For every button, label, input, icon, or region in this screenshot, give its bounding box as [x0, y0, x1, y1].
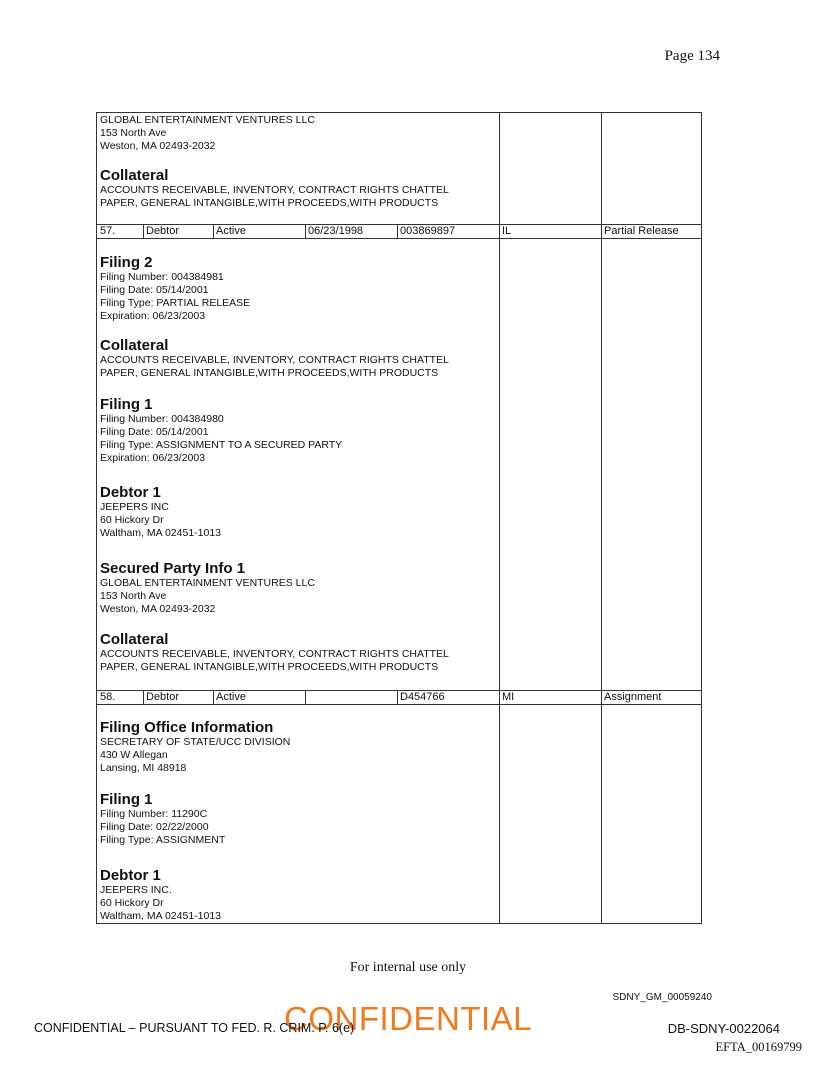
section-heading: Debtor 1	[100, 484, 161, 501]
text-line: Filing Number: 11290C	[100, 808, 208, 820]
collateral-block	[100, 631, 500, 674]
row-date: 06/23/1998	[308, 225, 364, 237]
section-heading: Collateral	[100, 337, 169, 354]
text-line: Waltham, MA 02451-1013	[100, 527, 222, 539]
filing-office-block	[100, 719, 500, 775]
section-heading: Debtor 1	[100, 867, 161, 884]
text-line: ACCOUNTS RECEIVABLE, INVENTORY, CONTRACT RIGHTS CHATTEL	[100, 648, 449, 660]
section-heading: Filing 1	[100, 396, 153, 413]
row-state: MI	[502, 691, 515, 703]
section-heading: Filing 2	[100, 254, 153, 271]
text-line: 153 North Ave	[100, 127, 167, 139]
collateral-block	[100, 337, 500, 380]
text-line: PAPER, GENERAL INTANGIBLE,WITH PROCEEDS,WITH PRODUCTS	[100, 197, 439, 209]
text-line: ACCOUNTS RECEIVABLE, INVENTORY, CONTRACT RIGHTS CHATTEL	[100, 184, 449, 196]
page-number: Page 134	[664, 48, 720, 64]
text-line: SECRETARY OF STATE/UCC DIVISION	[100, 736, 291, 748]
text-line: JEEPERS INC.	[100, 884, 172, 896]
row-border	[97, 704, 701, 705]
confidentiality-notice: CONFIDENTIAL – PURSUANT TO FED. R. CRIM. P. 6(e)	[34, 1021, 355, 1035]
text-line: Filing Date: 02/22/2000	[100, 821, 209, 833]
filing-2-block	[100, 254, 500, 323]
filings-table	[96, 112, 702, 924]
debtor-1-block	[100, 484, 500, 540]
debtor-1-block	[100, 867, 500, 923]
row-role: Debtor	[146, 691, 180, 703]
text-line: Filing Type: ASSIGNMENT TO A SECURED PARTY	[100, 439, 343, 451]
text-line: ACCOUNTS RECEIVABLE, INVENTORY, CONTRACT RIGHTS CHATTEL	[100, 354, 449, 366]
text-line: Expiration: 06/23/2003	[100, 452, 206, 464]
row-number: 58.	[100, 691, 116, 703]
text-line: 153 North Ave	[100, 590, 167, 602]
secured-party-block-top	[100, 114, 500, 153]
text-line: GLOBAL ENTERTAINMENT VENTURES LLC	[100, 114, 315, 126]
text-line: Filing Number: 004384981	[100, 271, 224, 283]
text-line: Expiration: 06/23/2003	[100, 310, 206, 322]
row-file-id: 003869897	[400, 225, 456, 237]
text-line: 60 Hickory Dr	[100, 514, 164, 526]
confidential-stamp: CONFIDENTIAL	[283, 1000, 533, 1037]
section-heading: Filing 1	[100, 791, 153, 808]
section-heading: Secured Party Info 1	[100, 560, 246, 577]
section-heading: Collateral	[100, 631, 169, 648]
text-line: Filing Date: 05/14/2001	[100, 426, 209, 438]
row-filing-type: Partial Release	[604, 225, 679, 237]
filing-1-block	[100, 791, 500, 847]
row-date	[305, 690, 397, 704]
filing-1-block	[100, 396, 500, 465]
text-line: Weston, MA 02493-2032	[100, 140, 216, 152]
row-status: Active	[216, 691, 246, 703]
text-line: Lansing, MI 48918	[100, 762, 187, 774]
text-line: Filing Number: 004384980	[100, 413, 224, 425]
table-row-57	[97, 224, 701, 238]
text-line: Filing Type: PARTIAL RELEASE	[100, 297, 251, 309]
bates-number: SDNY_GM_00059240	[612, 992, 712, 1003]
text-line: Waltham, MA 02451-1013	[100, 910, 222, 922]
internal-use-note: For internal use only	[349, 960, 467, 975]
bates-number-secondary: DB-SDNY-0022064	[667, 1021, 780, 1036]
secured-party-block	[100, 560, 500, 616]
table-row-58	[97, 690, 701, 704]
text-line: PAPER, GENERAL INTANGIBLE,WITH PROCEEDS,WITH PRODUCTS	[100, 367, 439, 379]
text-line: GLOBAL ENTERTAINMENT VENTURES LLC	[100, 577, 315, 589]
text-line: Filing Type: ASSIGNMENT	[100, 834, 226, 846]
text-line: JEEPERS INC	[100, 501, 169, 513]
row-file-id: D454766	[400, 691, 445, 703]
text-line: 430 W Allegan	[100, 749, 168, 761]
row-filing-type: Assignment	[604, 691, 662, 703]
text-line: PAPER, GENERAL INTANGIBLE,WITH PROCEEDS,WITH PRODUCTS	[100, 661, 439, 673]
text-line: Weston, MA 02493-2032	[100, 603, 216, 615]
efta-number: EFTA_00169799	[715, 1040, 802, 1054]
section-heading: Collateral	[100, 167, 169, 184]
section-heading: Filing Office Information	[100, 719, 274, 736]
row-border	[97, 238, 701, 239]
row-state: IL	[502, 225, 512, 237]
row-role: Debtor	[146, 225, 180, 237]
text-line: 60 Hickory Dr	[100, 897, 164, 909]
collateral-block-top	[100, 167, 500, 210]
row-number: 57.	[100, 225, 116, 237]
row-status: Active	[216, 225, 246, 237]
text-line: Filing Date: 05/14/2001	[100, 284, 209, 296]
